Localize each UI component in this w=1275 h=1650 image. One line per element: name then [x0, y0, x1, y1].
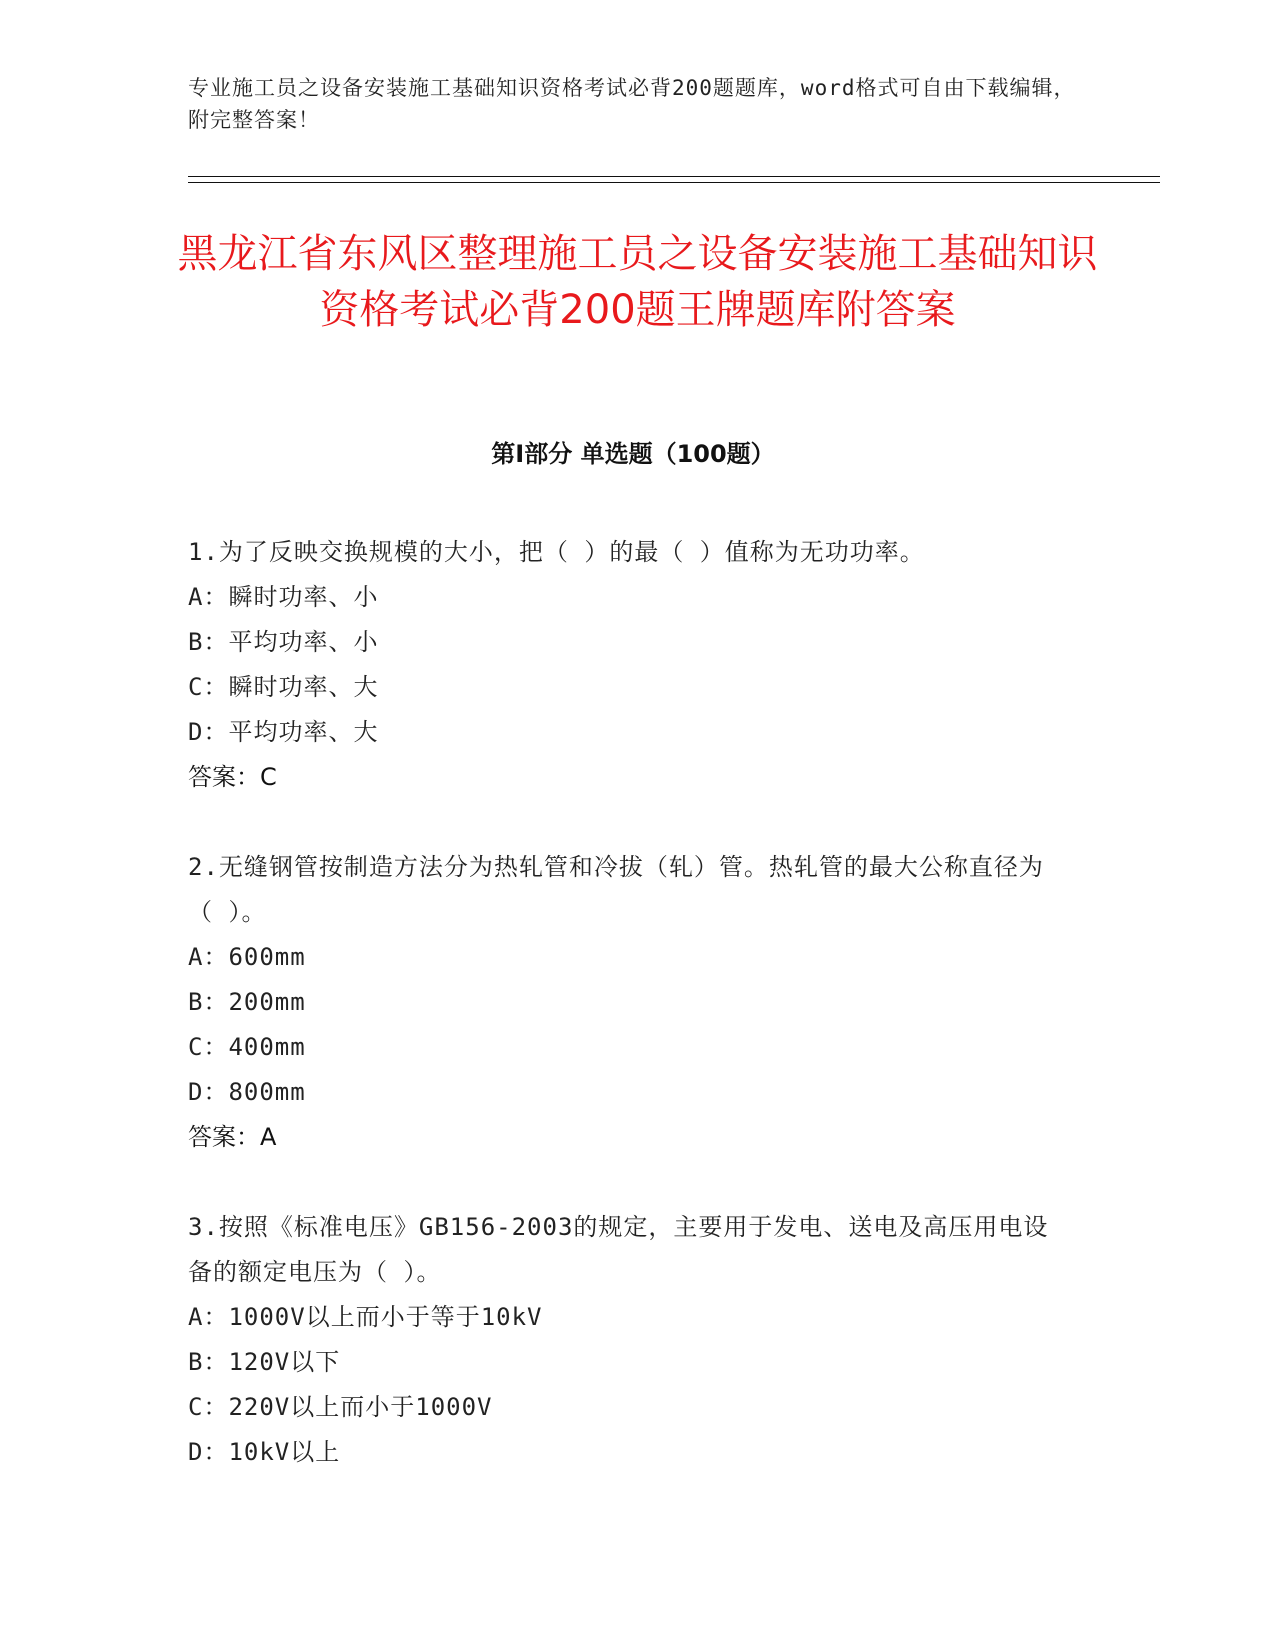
answer-line — [188, 1115, 1068, 1160]
option-d: D：10kV以上 — [188, 1438, 341, 1466]
option-c: C：400mm — [188, 1033, 306, 1061]
option-a: A：瞬时功率、小 — [188, 583, 379, 611]
header-divider-line — [188, 182, 1160, 183]
question-item — [188, 1205, 1068, 1475]
question-item — [188, 845, 1068, 1160]
answer-label: 答案： — [188, 1123, 260, 1151]
option-c: C：瞬时功率、大 — [188, 673, 379, 701]
question-stem: 3.按照《标准电压》GB156-2003的规定，主要用于发电、送电及高压用电设备的额定电压为（ ）。 — [188, 1213, 1049, 1286]
section-title: 第I部分 单选题（100题） — [491, 440, 775, 468]
option-b: B：200mm — [188, 988, 306, 1016]
question-list — [188, 530, 1068, 1520]
answer-value: C — [260, 763, 277, 791]
document-title: 黑龙江省东风区整理施工员之设备安装施工基础知识资格考试必背200题王牌题库附答案 — [177, 231, 1098, 333]
question-stem: 1.为了反映交换规模的大小，把（ ）的最（ ）值称为无功功率。 — [188, 538, 925, 566]
option-a: A：1000V以上而小于等于10kV — [188, 1303, 543, 1331]
option-c: C：220V以上而小于1000V — [188, 1393, 493, 1421]
question-stem: 2.无缝钢管按制造方法分为热轧管和冷拔（轧）管。热轧管的最大公称直径为（ ）。 — [188, 853, 1044, 926]
option-a: A：600mm — [188, 943, 306, 971]
header-divider-line — [188, 176, 1160, 177]
option-b: B：平均功率、小 — [188, 628, 379, 656]
question-item — [188, 530, 1068, 800]
answer-line — [188, 755, 1068, 800]
answer-label: 答案： — [188, 763, 260, 791]
option-b: B：120V以下 — [188, 1348, 341, 1376]
option-d: D：平均功率、大 — [188, 718, 379, 746]
header-note: 专业施工员之设备安装施工基础知识资格考试必背200题题库，word格式可自由下载编辑，附完整答案！ — [188, 76, 1076, 132]
option-d: D：800mm — [188, 1078, 306, 1106]
answer-value: A — [260, 1123, 277, 1151]
